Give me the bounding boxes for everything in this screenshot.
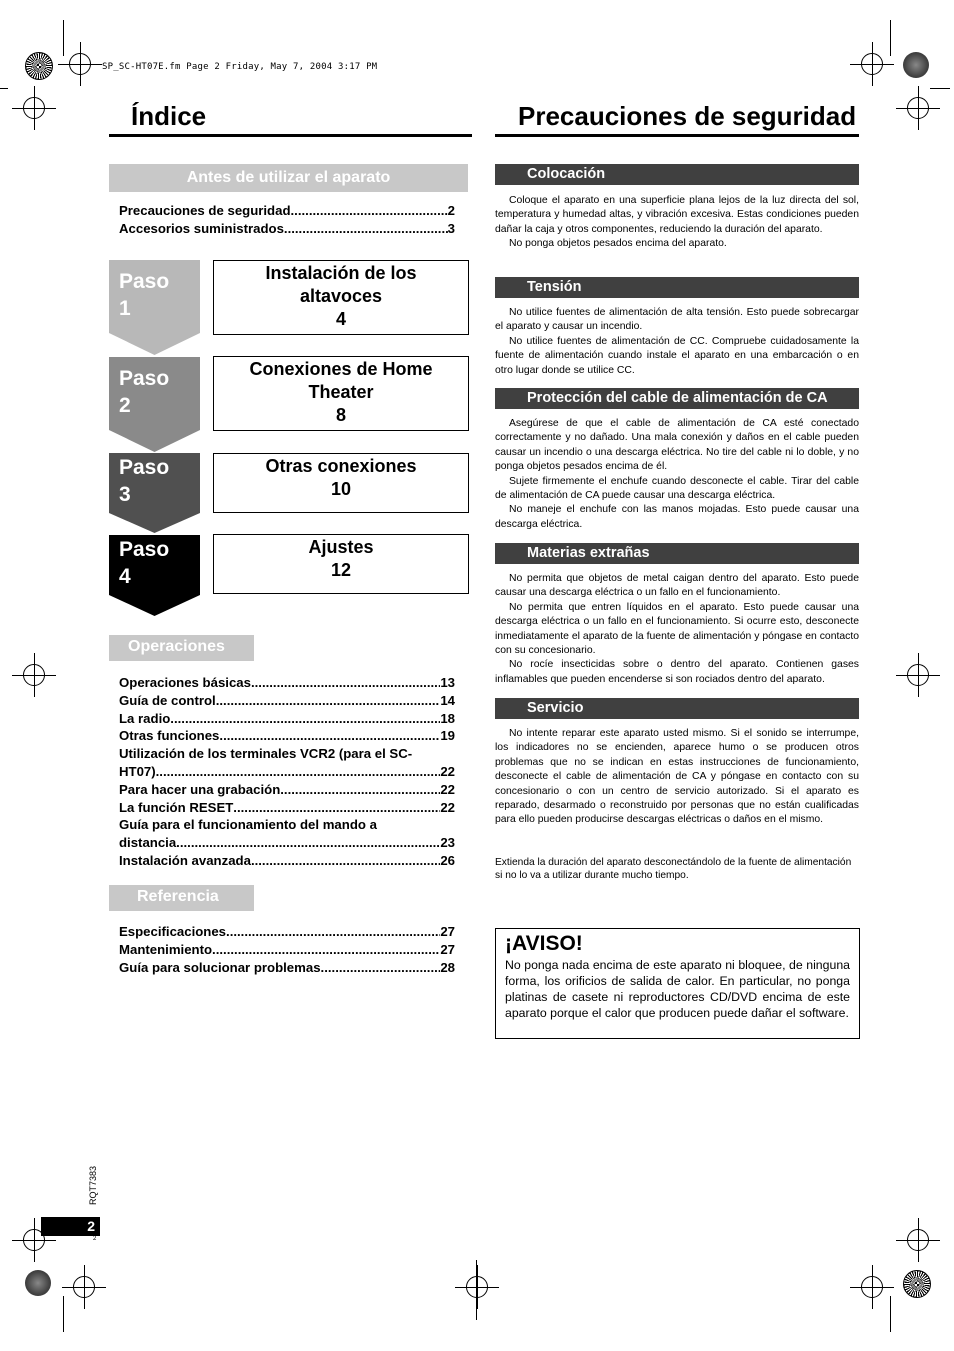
step-page-number: 10 <box>330 479 352 499</box>
toc-entry[interactable] <box>119 692 455 710</box>
file-header: SP_SC-HT07E.fm Page 2 Friday, May 7, 2004 3:17 PM <box>102 62 378 72</box>
toc-entry-text: Guía para el funcionamiento del mando a <box>119 817 377 833</box>
toc-page-number: 22 <box>440 763 455 779</box>
step-label: Paso <box>119 270 170 293</box>
step-title: Otras conexiones <box>265 456 417 476</box>
toc-entry[interactable] <box>119 799 455 817</box>
warning-title: ¡AVISO! <box>505 932 583 955</box>
section-heading-placement: Colocación <box>495 164 859 185</box>
toc-entry-text: HT07) <box>119 763 156 779</box>
toc-page-number: 27 <box>440 924 455 939</box>
toc-entry-text: distancia <box>119 835 177 851</box>
toc-page-number: 27 <box>440 941 455 957</box>
paragraph: No intente reparar este aparato usted mismo. Si el sonido se interrumpe, los indicadores no se encienden, aparece humo o se producen otros problemas que no se indican en estas instrucciones de funcionamiento, desconecte el cable de alimentación de CA y póngase en contacto con su concesionario o con un centro de servicio autorizado. Si el aparato es reparado, desarmado o reconstruido por personas que no están cualificadas para ello pueden producirse descargas eléctricas o daños en el mismo. <box>495 728 859 826</box>
page-number: 2 <box>87 1218 95 1234</box>
placement-text <box>495 194 859 252</box>
toc-page-number: 19 <box>440 728 455 744</box>
step-page-number: 4 <box>335 309 346 329</box>
toc-before-use <box>119 202 455 238</box>
paragraph: Sujete firmemente el enchufe cuando desconecte el cable. Tirar del cable de alimentación de CA puede causar una descarga eléctrica. <box>495 475 859 502</box>
starburst-mark-icon <box>903 1270 931 1298</box>
paragraph: No permita que entren líquidos en el aparato. Esto puede causar una descarga eléctrica o un fallo en el funcionamiento. Si ocurre esto, desconecte inmediatamente el aparato de la fuente de alimentación y póngase en contacto con su concesionario. <box>495 601 859 657</box>
toc-entry[interactable] <box>119 220 455 238</box>
step-title: altavoces <box>299 286 383 306</box>
service-text <box>495 727 859 828</box>
step-1-box[interactable] <box>213 260 469 335</box>
ac-cable-text <box>495 417 859 532</box>
paragraph: No utilice fuentes de alimentación de alta tensión. Esto puede sobrecargar el aparato y causar un incendio. <box>495 307 859 333</box>
model-code: RQT7383 <box>88 1165 98 1205</box>
toc-entry[interactable] <box>119 674 455 692</box>
note-text: Extienda la duración del aparato desconectándolo de la fuente de alimentación si no lo va a utilizar durante mucho tiempo. <box>495 857 852 881</box>
step-title: Ajustes <box>308 537 374 557</box>
toc-entry-text: Guía de control <box>119 692 216 708</box>
toc-entry[interactable] <box>119 745 455 781</box>
section-heading-foreign-matter: Materias extrañas <box>495 543 859 564</box>
toc-entry[interactable] <box>119 781 455 799</box>
step-3-box[interactable] <box>213 453 469 513</box>
title-rule <box>109 134 472 137</box>
section-heading-ac-cable: Protección del cable de alimentación de CA <box>495 388 859 409</box>
toc-operations <box>119 674 455 870</box>
paragraph: No ponga objetos pesados encima del aparato. <box>509 238 727 250</box>
small-page-number: 2 <box>93 1236 97 1242</box>
toc-entry-text: Utilización de los terminales VCR2 (para el SC- <box>119 746 413 762</box>
step-2-box[interactable] <box>213 356 469 431</box>
disc-mark-icon <box>903 52 929 78</box>
toc-entry-text: Guía para solucionar problemas <box>119 959 321 975</box>
starburst-mark-icon <box>25 52 53 80</box>
toc-entry-text: Instalación avanzada <box>119 852 251 868</box>
crosshair-icon <box>907 97 929 119</box>
toc-entry-text: Precauciones de seguridad <box>119 203 291 218</box>
toc-entry[interactable] <box>119 710 455 728</box>
step-4-box[interactable] <box>213 534 469 594</box>
toc-page-number: 14 <box>440 692 455 708</box>
paragraph: No permita que objetos de metal caigan dentro del aparato. Esto puede causar una descarga eléctrica o un fallo en el funcionamiento. <box>495 573 859 599</box>
foreign-matter-text <box>495 572 859 687</box>
paragraph: No rocíe insecticidas sobre o dentro del aparato. Contienen gases inflamables que pueden encenderse si son rociados dentro del aparato. <box>495 659 859 685</box>
voltage-text <box>495 306 859 378</box>
toc-page-number: 23 <box>440 835 455 851</box>
crosshair-icon <box>69 53 91 75</box>
toc-page-number: 22 <box>440 781 455 797</box>
crosshair-icon <box>73 1276 95 1298</box>
paragraph: No maneje el enchufe con las manos mojadas. Esto puede causar una descarga eléctrica. <box>495 504 859 530</box>
paragraph: Asegúrese de que el cable de alimentación de CA esté conectado correctamente y no dañado. Una mala conexión y daños en el cable pueden causar un incendio o una descarga eléctrica. No tire del cable ni lo doble, y no ponga objetos pesados encima de él. <box>495 418 859 473</box>
crosshair-icon <box>861 1276 883 1298</box>
section-heading-before-use: Antes de utilizar el aparato <box>109 164 468 192</box>
toc-entry-text: Operaciones básicas <box>119 675 251 690</box>
toc-entry-text: Especificaciones <box>119 924 227 939</box>
toc-page-number: 26 <box>440 852 455 868</box>
toc-page-number: 13 <box>440 675 455 690</box>
step-4 <box>109 528 200 608</box>
toc-entry[interactable] <box>119 959 455 977</box>
safety-title: Precauciones de seguridad <box>518 101 857 131</box>
toc-entry-text: La función RESET <box>119 799 234 815</box>
toc-entry-text: La radio <box>119 710 171 726</box>
page-number-bar <box>41 1217 100 1236</box>
toc-page-number: 3 <box>447 220 455 236</box>
toc-page-number: 28 <box>440 959 455 975</box>
warning-text: No ponga nada encima de este aparato ni bloquee, de ninguna forma, los orificios de salida de calor. En particular, no ponga platinas de casete ni reproductores CD/DVD encima de este aparato porque el calor que producen puede dañar el software. <box>505 958 850 1020</box>
crosshair-icon <box>23 664 45 686</box>
toc-page-number: 2 <box>447 203 455 218</box>
crosshair-icon <box>466 1276 488 1298</box>
toc-reference <box>119 923 455 976</box>
step-2 <box>109 357 200 452</box>
toc-entry[interactable] <box>119 816 455 852</box>
section-heading-reference: Referencia <box>109 885 254 911</box>
step-number: 4 <box>119 565 131 588</box>
toc-entry[interactable] <box>119 852 455 870</box>
step-page-number: 8 <box>335 405 346 425</box>
crosshair-icon <box>861 53 883 75</box>
toc-entry[interactable] <box>119 941 455 959</box>
step-label: Paso <box>119 367 170 390</box>
paragraph: Coloque el aparato en una superficie plana lejos de la luz directa del sol, temperatura y humedad altas, y vibración excesiva. Estas condiciones pueden dañar la caja y otros componentes, reduciendo la duración del aparato. <box>495 195 859 235</box>
toc-entry[interactable] <box>119 727 455 745</box>
toc-page-number: 22 <box>440 799 455 815</box>
step-1 <box>109 260 200 355</box>
step-label: Paso <box>119 456 170 479</box>
title-rule <box>495 134 859 137</box>
paragraph: No utilice fuentes de alimentación de CC. Compruebe cuidadosamente la fuente de alimentación cuando instale el aparato en una embarcación o en otro lugar donde se utilice CC. <box>495 335 859 376</box>
step-title: Instalación de los <box>265 263 417 283</box>
toc-entry-text: Otras funciones <box>119 728 220 744</box>
toc-entry-text: Para hacer una grabación <box>119 781 281 797</box>
crosshair-icon <box>907 664 929 686</box>
warning-box <box>495 928 860 1039</box>
toc-entry-text: Accesorios suministrados <box>119 220 284 236</box>
step-label: Paso <box>119 538 170 561</box>
crosshair-icon <box>907 1229 929 1251</box>
toc-entry[interactable] <box>119 923 455 941</box>
index-title: Índice <box>131 101 207 131</box>
step-title: Conexiones de Home <box>249 359 433 379</box>
step-number: 2 <box>119 394 131 417</box>
section-heading-operations: Operaciones <box>109 635 254 661</box>
toc-entry-text: Mantenimiento <box>119 941 213 957</box>
section-heading-service: Servicio <box>495 698 859 719</box>
toc-page-number: 18 <box>440 710 455 726</box>
step-3 <box>109 446 200 526</box>
crosshair-icon <box>23 97 45 119</box>
step-title: Theater <box>308 382 374 402</box>
step-number: 3 <box>119 483 131 506</box>
step-number: 1 <box>119 297 131 320</box>
disc-mark-icon <box>25 1270 51 1296</box>
section-heading-voltage: Tensión <box>495 277 859 298</box>
step-page-number: 12 <box>330 560 352 580</box>
toc-entry[interactable] <box>119 202 455 220</box>
